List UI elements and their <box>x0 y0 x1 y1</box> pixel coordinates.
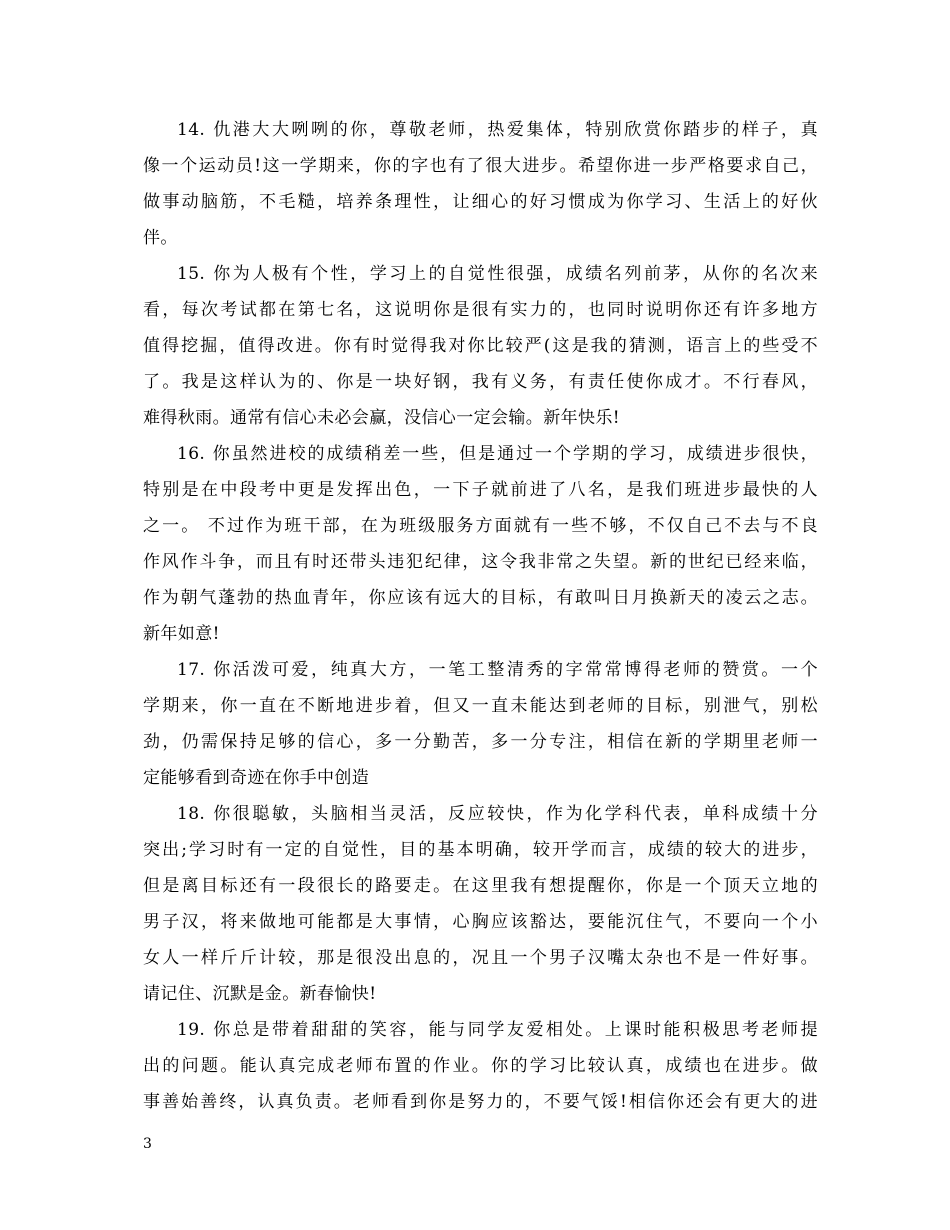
paragraph-line: 女人一样斤斤计较，那是很没出息的，况且一个男子汉嘴太杂也不是一件好事。 <box>143 948 818 968</box>
paragraph-line: 之一。 不过作为班干部，在为班级服务方面就有一些不够，不仅自己不去与不良 <box>143 516 818 536</box>
paragraph-line: 18. 你很聪敏，头脑相当灵活，反应较快，作为化学科代表，单科成绩十分 <box>177 804 818 824</box>
paragraph-line: 19. 你总是带着甜甜的笑容，能与同学友爱相处。上课时能积极思考老师提 <box>177 1020 818 1040</box>
comment-paragraph-19 <box>143 1012 818 1120</box>
paragraph-line: 特别是在中段考中更是发挥出色，一下子就前进了八名，是我们班进步最快的人 <box>143 480 818 500</box>
paragraph-line: 值得挖掘，值得改进。你有时觉得我对你比较严(这是我的猜测，语言上的些受不 <box>143 336 818 356</box>
paragraph-line: 突出;学习时有一定的自觉性，目的基本明确，较开学而言，成绩的较大的进步， <box>143 840 818 860</box>
paragraph-line: 男子汉，将来做地可能都是大事情，心胸应该豁达，要能沉住气，不要向一个小 <box>143 912 818 932</box>
paragraph-line: 作风作斗争，而且有时还带头违犯纪律，这令我非常之失望。新的世纪已经来临， <box>143 552 818 572</box>
comment-paragraph-14 <box>143 112 818 256</box>
paragraph-line: 像一个运动员!这一学期来，你的字也有了很大进步。希望你进一步严格要求自己， <box>143 156 818 176</box>
document-body <box>143 112 818 1120</box>
comment-paragraph-16 <box>143 436 818 652</box>
paragraph-line: 了。我是这样认为的、你是一块好钢，我有义务，有责任使你成才。不行春风， <box>143 372 818 392</box>
paragraph-line: 做事动脑筋，不毛糙，培养条理性，让细心的好习惯成为你学习、生活上的好伙 <box>143 192 818 212</box>
paragraph-line: 作为朝气蓬勃的热血青年，你应该有远大的目标，有敢叫日月换新天的凌云之志。 <box>143 588 818 608</box>
paragraph-line: 请记住、沉默是金。新春愉快! <box>143 984 377 1004</box>
paragraph-line: 劲，仍需保持足够的信心，多一分勤苦，多一分专注，相信在新的学期里老师一 <box>143 732 818 752</box>
comment-paragraph-17 <box>143 652 818 796</box>
page-number: 3 <box>143 1136 152 1152</box>
comment-paragraph-18 <box>143 796 818 1012</box>
paragraph-line: 但是离目标还有一段很长的路要走。在这里我有想提醒你，你是一个顶天立地的 <box>143 876 818 896</box>
paragraph-line: 看，每次考试都在第七名，这说明你是很有实力的，也同时说明你还有许多地方 <box>143 300 818 320</box>
paragraph-line: 定能够看到奇迹在你手中创造 <box>143 768 370 788</box>
paragraph-line: 难得秋雨。通常有信心未必会赢，没信心一定会输。新年快乐! <box>143 408 621 428</box>
comment-paragraph-15 <box>143 256 818 436</box>
paragraph-line: 伴。 <box>143 228 178 248</box>
paragraph-line: 14. 仇港大大咧咧的你，尊敬老师，热爱集体，特别欣赏你踏步的样子，真 <box>177 120 818 140</box>
paragraph-line: 学期来，你一直在不断地进步着，但又一直未能达到老师的目标，别泄气，别松 <box>143 696 818 716</box>
paragraph-line: 出的问题。能认真完成老师布置的作业。你的学习比较认真，成绩也在进步。做 <box>143 1056 818 1076</box>
paragraph-line: 新年如意! <box>143 624 220 644</box>
paragraph-line: 事善始善终，认真负责。老师看到你是努力的，不要气馁!相信你还会有更大的进 <box>143 1092 818 1112</box>
paragraph-line: 16. 你虽然进校的成绩稍差一些，但是通过一个学期的学习，成绩进步很快， <box>177 444 818 464</box>
paragraph-line: 17. 你活泼可爱，纯真大方，一笔工整清秀的字常常博得老师的赞赏。一个 <box>177 660 818 680</box>
paragraph-line: 15. 你为人极有个性，学习上的自觉性很强，成绩名列前茅，从你的名次来 <box>177 264 818 284</box>
